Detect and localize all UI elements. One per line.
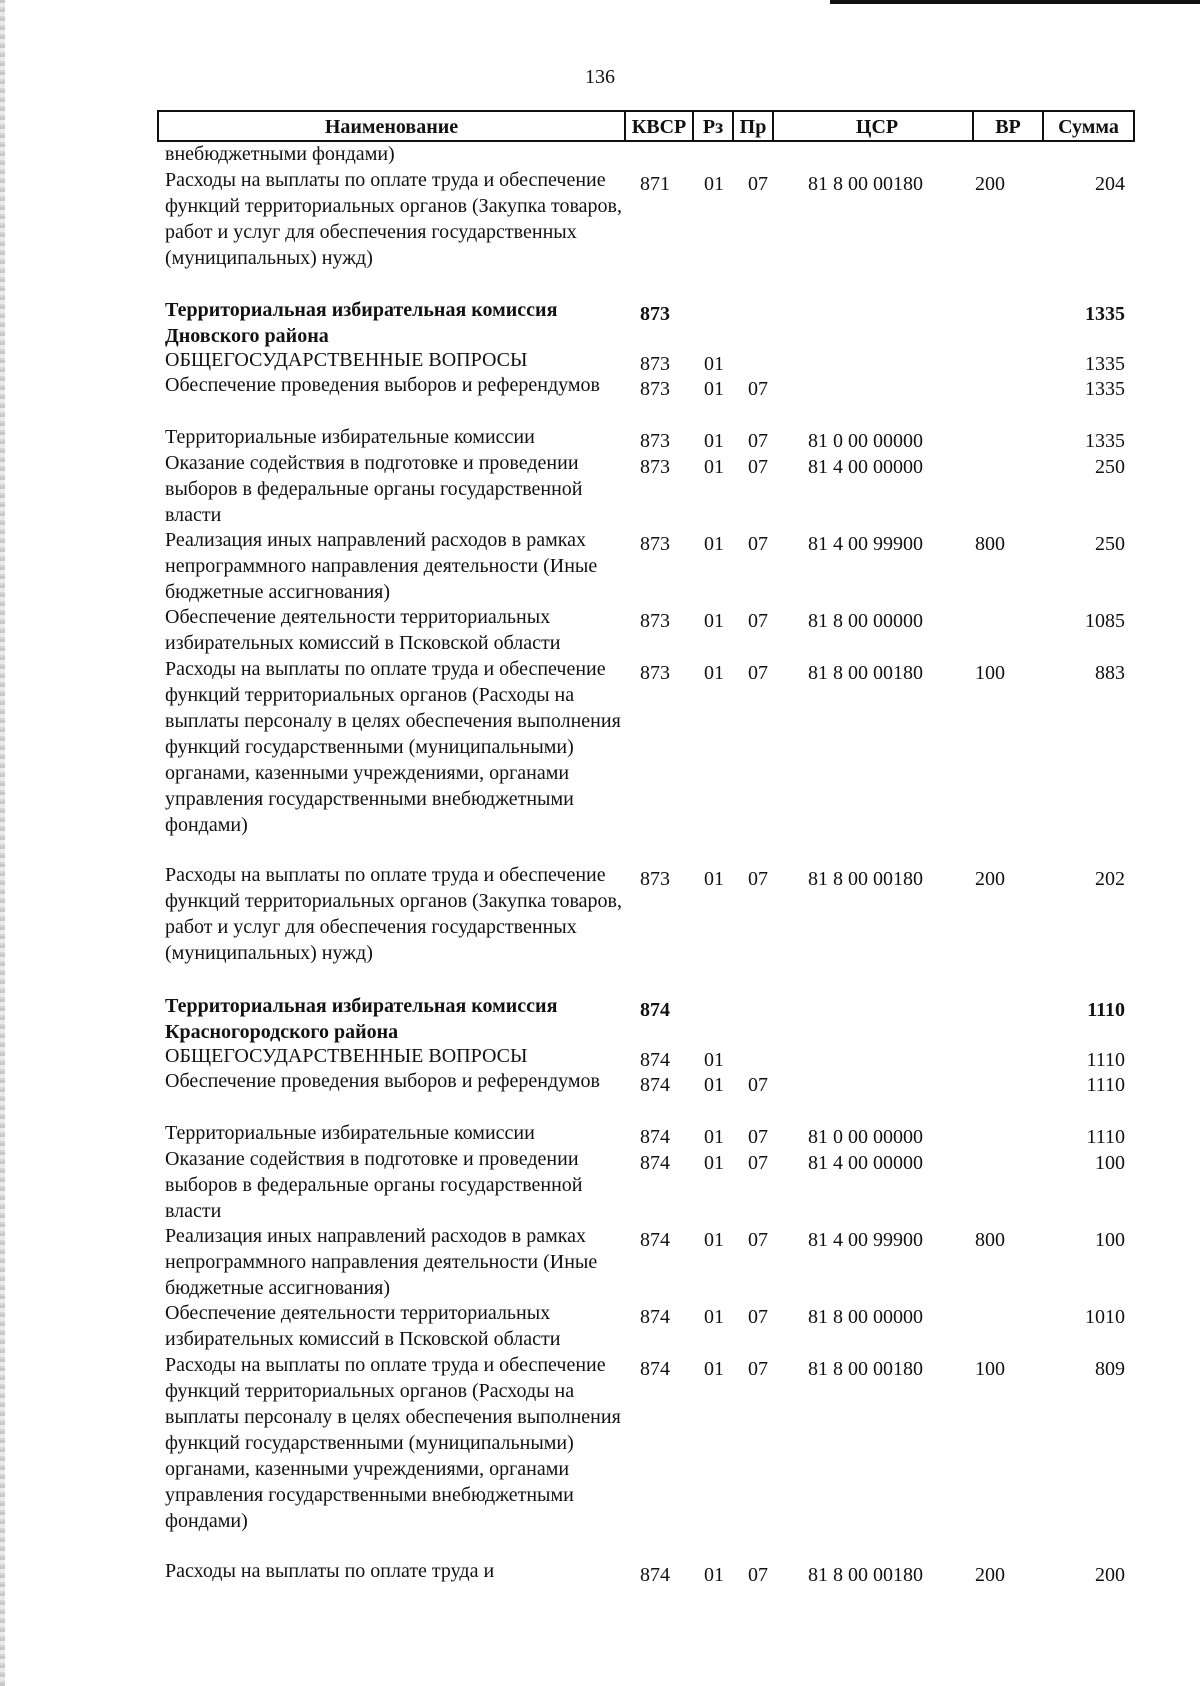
cell-rz: 01 <box>704 610 724 632</box>
cell-kvsr: 874 <box>640 1126 670 1148</box>
cell-rz: 01 <box>704 662 724 684</box>
cell-sum: 1335 <box>1085 353 1125 375</box>
cell-rz: 01 <box>704 1306 724 1328</box>
cell-pr: 07 <box>748 430 768 452</box>
cell-csr: 81 4 00 00000 <box>808 456 923 478</box>
cell-pr: 07 <box>748 378 768 400</box>
cell-sum: 100 <box>1095 1229 1125 1251</box>
cell-name: Расходы на выплаты по оплате труда и обеспечение функций территориальных органов (Расходы на выплаты персоналу в целях обеспечения выполнения функций государственными (муниципальными) органами, казенными учреждениями, органами управления государственными внебюджетными фондами) <box>165 658 621 836</box>
cell-name: Обеспечение проведения выборов и референдумов <box>165 1070 600 1092</box>
cell-name: ОБЩЕГОСУДАРСТВЕННЫЕ ВОПРОСЫ <box>165 349 528 371</box>
cell-vr: 200 <box>975 868 1005 890</box>
cell-name: Территориальные избирательные комиссии <box>165 1122 535 1144</box>
cell-name: Расходы на выплаты по оплате труда и обеспечение функций территориальных органов (Расходы на выплаты персоналу в целях обеспечения выполнения функций государственными (муниципальными) органами, казенными учреждениями, органами управления государственными внебюджетными фондами) <box>165 1354 621 1532</box>
cell-kvsr: 873 <box>640 662 670 684</box>
cell-pr: 07 <box>748 173 768 195</box>
cell-pr: 07 <box>748 610 768 632</box>
scan-top-mark <box>830 0 1200 4</box>
header-csr: ЦСР <box>855 116 899 138</box>
cell-kvsr: 873 <box>640 353 670 375</box>
cell-name: Реализация иных направлений расходов в рамках непрограммного направления деятельности (Иные бюджетные ассигнования) <box>165 529 598 603</box>
cell-name: Обеспечение проведения выборов и референдумов <box>165 374 600 396</box>
cell-sum: 1335 <box>1085 430 1125 452</box>
cell-rz: 01 <box>704 173 724 195</box>
cell-name: ОБЩЕГОСУДАРСТВЕННЫЕ ВОПРОСЫ <box>165 1045 528 1067</box>
cell-csr: 81 8 00 00180 <box>808 1358 923 1380</box>
cell-sum: 1110 <box>1086 1049 1125 1071</box>
cell-kvsr: 873 <box>640 303 670 325</box>
cell-name: Реализация иных направлений расходов в рамках непрограммного направления деятельности (Иные бюджетные ассигнования) <box>165 1225 598 1299</box>
cell-sum: 1335 <box>1085 378 1125 400</box>
cell-pr: 07 <box>748 662 768 684</box>
cell-sum: 809 <box>1095 1358 1125 1380</box>
cell-sum: 883 <box>1095 662 1125 684</box>
cell-sum: 200 <box>1095 1564 1125 1586</box>
cell-rz: 01 <box>704 1049 724 1071</box>
cell-kvsr: 873 <box>640 868 670 890</box>
cell-csr: 81 0 00 00000 <box>808 1126 923 1148</box>
cell-sum: 1335 <box>1085 303 1125 325</box>
cell-sum: 1010 <box>1085 1306 1125 1328</box>
cell-kvsr: 874 <box>640 1306 670 1328</box>
cell-rz: 01 <box>704 456 724 478</box>
cell-csr: 81 8 00 00180 <box>808 173 923 195</box>
cell-rz: 01 <box>704 533 724 555</box>
cell-pr: 07 <box>748 1074 768 1096</box>
cell-vr: 800 <box>975 533 1005 555</box>
cell-sum: 1110 <box>1086 1126 1125 1148</box>
header-sum: Сумма <box>1042 112 1133 140</box>
cell-pr: 07 <box>748 533 768 555</box>
header-kvsr: КВСР <box>624 112 692 140</box>
cell-sum: 250 <box>1095 456 1125 478</box>
cell-sum: 1110 <box>1086 1074 1125 1096</box>
cell-rz: 01 <box>704 430 724 452</box>
cell-name: Обеспечение деятельности территориальных избирательных комиссий в Псковской области <box>165 1302 561 1350</box>
cell-name: внебюджетными фондами) <box>165 143 395 165</box>
cell-vr: 200 <box>975 1564 1005 1586</box>
cell-pr: 07 <box>748 1152 768 1174</box>
cell-pr: 07 <box>748 1358 768 1380</box>
cell-vr: 100 <box>975 1358 1005 1380</box>
cell-pr: 07 <box>748 1126 768 1148</box>
cell-kvsr: 871 <box>640 173 670 195</box>
cell-name: Оказание содействия в подготовке и проведении выборов в федеральные органы государственной власти <box>165 1148 583 1222</box>
cell-csr: 81 8 00 00000 <box>808 610 923 632</box>
header-name: Наименование <box>324 116 459 138</box>
cell-kvsr: 873 <box>640 610 670 632</box>
cell-kvsr: 874 <box>640 1358 670 1380</box>
cell-csr: 81 4 00 99900 <box>808 1229 923 1251</box>
cell-vr: 200 <box>975 173 1005 195</box>
cell-csr: 81 4 00 00000 <box>808 1152 923 1174</box>
cell-name: Обеспечение деятельности территориальных избирательных комиссий в Псковской области <box>165 606 561 654</box>
cell-pr: 07 <box>748 868 768 890</box>
cell-name: Территориальные избирательные комиссии <box>165 426 535 448</box>
cell-sum: 1085 <box>1085 610 1125 632</box>
header-pr: Пр <box>732 112 772 140</box>
cell-name: Расходы на выплаты по оплате труда и <box>165 1560 495 1582</box>
cell-rz: 01 <box>704 378 724 400</box>
cell-rz: 01 <box>704 353 724 375</box>
cell-csr: 81 0 00 00000 <box>808 430 923 452</box>
table-header <box>157 110 1135 142</box>
cell-rz: 01 <box>704 1358 724 1380</box>
cell-sum: 204 <box>1095 173 1125 195</box>
page-number: 136 <box>585 66 615 88</box>
cell-kvsr: 874 <box>640 1152 670 1174</box>
cell-pr: 07 <box>748 456 768 478</box>
cell-kvsr: 874 <box>640 999 670 1021</box>
cell-kvsr: 873 <box>640 456 670 478</box>
cell-rz: 01 <box>704 1126 724 1148</box>
cell-rz: 01 <box>704 1152 724 1174</box>
cell-rz: 01 <box>704 868 724 890</box>
cell-sum: 100 <box>1095 1152 1125 1174</box>
cell-pr: 07 <box>748 1229 768 1251</box>
cell-pr: 07 <box>748 1306 768 1328</box>
cell-csr: 81 8 00 00180 <box>808 662 923 684</box>
cell-pr: 07 <box>748 1564 768 1586</box>
cell-kvsr: 874 <box>640 1049 670 1071</box>
cell-vr: 800 <box>975 1229 1005 1251</box>
cell-kvsr: 874 <box>640 1229 670 1251</box>
cell-csr: 81 8 00 00180 <box>808 1564 923 1586</box>
header-rz: Рз <box>692 112 732 140</box>
cell-sum: 202 <box>1095 868 1125 890</box>
cell-name: Расходы на выплаты по оплате труда и обеспечение функций территориальных органов (Закупка товаров, работ и услуг для обеспечения государственных (муниципальных) нужд) <box>165 169 622 269</box>
cell-kvsr: 873 <box>640 378 670 400</box>
cell-csr: 81 8 00 00000 <box>808 1306 923 1328</box>
cell-name: Территориальная избирательная комиссия Красногородского района <box>165 995 558 1043</box>
header-spacer <box>772 112 782 140</box>
scan-edge <box>0 0 5 1686</box>
cell-rz: 01 <box>704 1229 724 1251</box>
cell-kvsr: 873 <box>640 533 670 555</box>
cell-name: Расходы на выплаты по оплате труда и обеспечение функций территориальных органов (Закупка товаров, работ и услуг для обеспечения государственных (муниципальных) нужд) <box>165 864 622 964</box>
header-vr: ВР <box>972 112 1042 140</box>
cell-csr: 81 8 00 00180 <box>808 868 923 890</box>
cell-kvsr: 873 <box>640 430 670 452</box>
cell-kvsr: 874 <box>640 1074 670 1096</box>
cell-kvsr: 874 <box>640 1564 670 1586</box>
cell-csr: 81 4 00 99900 <box>808 533 923 555</box>
cell-name: Территориальная избирательная комиссия Дновского района <box>165 299 558 347</box>
cell-sum: 250 <box>1095 533 1125 555</box>
cell-name: Оказание содействия в подготовке и проведении выборов в федеральные органы государственной власти <box>165 452 583 526</box>
cell-vr: 100 <box>975 662 1005 684</box>
cell-sum: 1110 <box>1087 999 1125 1021</box>
cell-rz: 01 <box>704 1564 724 1586</box>
cell-rz: 01 <box>704 1074 724 1096</box>
